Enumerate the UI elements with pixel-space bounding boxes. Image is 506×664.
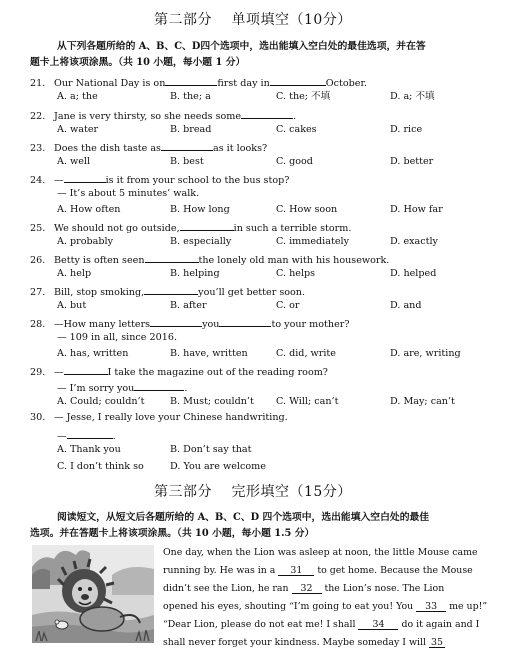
part3-instruction-line1: 阅读短文，从短文后各题所给的 A、B、C、D 四个选项中，选出能填入空白处的最佳: [57, 512, 430, 523]
blank-33[interactable]: 33: [416, 602, 446, 612]
blank-35[interactable]: 35: [429, 638, 445, 648]
dialogue-line: — I’m sorry you .: [57, 383, 188, 394]
option-d: D. You are welcome: [170, 461, 266, 472]
blank-32[interactable]: 32: [292, 584, 322, 594]
option-c: C. helps: [276, 268, 316, 279]
part3-instruction-line2: 选项。并在答题卡上将该项涂黑。（共 10 小题，每小题 1.5 分）: [30, 528, 315, 539]
option-a: A. water: [57, 124, 99, 135]
option-b: B. Don’t say that: [170, 444, 252, 455]
part2-instruction-line2: 题卡上将该项涂黑。（共 10 小题，每小题 1 分）: [30, 57, 246, 68]
answer-blank[interactable]: [67, 429, 113, 439]
answer-blank[interactable]: [270, 76, 326, 86]
option-c: C. or: [276, 300, 300, 311]
question-21: 21. Our National Day is on first day in October.: [30, 78, 368, 89]
dialogue-line: — 109 in all, since 2016.: [57, 332, 177, 343]
option-a: A. has, written: [57, 348, 129, 359]
option-a: A. a; the: [57, 91, 98, 102]
option-b: B. have, written: [170, 348, 248, 359]
answer-blank[interactable]: [161, 141, 213, 151]
option-c: C. good: [276, 156, 313, 167]
lion-mouse-illustration-icon: [32, 545, 154, 643]
option-c: C. I don’t think so: [57, 461, 144, 472]
answer-blank[interactable]: [144, 285, 198, 295]
part2-title: 第二部分 单项填空（10分）: [154, 12, 352, 28]
option-b: B. helping: [170, 268, 220, 279]
question-22: 22. Jane is very thirsty, so she needs some .: [30, 111, 297, 122]
option-d: D. helped: [390, 268, 437, 279]
option-d: D. a; 不填: [390, 91, 435, 102]
blank-34[interactable]: 34: [358, 620, 398, 630]
question-30: 30. — Jesse, I really love your Chinese handwriting.: [30, 412, 288, 423]
option-c: C. How soon: [276, 204, 338, 215]
option-d: D. rice: [390, 124, 423, 135]
option-d: D. May; can’t: [390, 396, 455, 407]
part3-title: 第三部分 完形填空（15分）: [154, 484, 352, 500]
option-b: B. bread: [170, 124, 212, 135]
option-a: A. How often: [57, 204, 121, 215]
option-a: A. probably: [57, 236, 114, 247]
option-d: D. are, writing: [390, 348, 461, 359]
option-c: C. cakes: [276, 124, 317, 135]
question-27: 27. Bill, stop smoking, you’ll get better soon.: [30, 287, 306, 298]
option-c: C. did, write: [276, 348, 336, 359]
answer-blank[interactable]: [219, 317, 271, 327]
answer-blank[interactable]: [150, 317, 202, 327]
dialogue-line: — .: [57, 431, 116, 442]
answer-blank[interactable]: [165, 76, 217, 86]
option-d: D. better: [390, 156, 434, 167]
option-a: A. Thank you: [57, 444, 121, 455]
answer-blank[interactable]: [64, 173, 106, 183]
passage-line: running by. He was in a 31 to get home. Because the Mouse: [163, 565, 473, 576]
passage-line: opened his eyes, shouting “I’m going to eat you! You 33 me up!”: [163, 601, 488, 612]
blank-31[interactable]: 31: [278, 566, 314, 576]
passage-line: One day, when the Lion was asleep at noon, the little Mouse came: [163, 547, 478, 558]
option-b: B. the; a: [170, 91, 211, 102]
question-23: 23. Does the dish taste as as it looks?: [30, 143, 268, 154]
option-a: A. help: [57, 268, 92, 279]
passage-line: didn’t see the Lion, he ran 32 the Lion’s nose. The Lion: [163, 583, 445, 594]
passage-line: shall never forget your kindness. Maybe someday I will 35: [163, 638, 445, 648]
answer-blank[interactable]: [145, 253, 199, 263]
question-28: 28. —How many letters you to your mother?: [30, 319, 350, 330]
option-a: A. Could; couldn’t: [57, 396, 145, 407]
option-c: C. Will; can’t: [276, 396, 339, 407]
dialogue-line: — It’s about 5 minutes’ walk.: [57, 188, 200, 199]
option-c: C. the; 不填: [276, 91, 331, 102]
option-b: B. Must; couldn’t: [170, 396, 254, 407]
question-26: 26. Betty is often seen the lonely old man with his housework.: [30, 255, 390, 266]
answer-blank[interactable]: [241, 109, 293, 119]
option-d: D. How far: [390, 204, 443, 215]
option-b: B. especially: [170, 236, 232, 247]
option-c: C. immediately: [276, 236, 349, 247]
part2-instruction-line1: 从下列各题所给的 A、B、C、D四个选项中，选出能填入空白处的最佳选项，并在答: [57, 41, 426, 52]
option-b: B. after: [170, 300, 207, 311]
option-a: A. well: [57, 156, 91, 167]
question-24: 24. — is it from your school to the bus stop?: [30, 175, 290, 186]
answer-blank[interactable]: [180, 221, 234, 231]
option-d: D. and: [390, 300, 422, 311]
option-b: B. How long: [170, 204, 230, 215]
answer-blank[interactable]: [134, 381, 184, 391]
option-b: B. best: [170, 156, 204, 167]
option-d: D. exactly: [390, 236, 438, 247]
answer-blank[interactable]: [64, 365, 108, 375]
passage-line: “Dear Lion, please do not eat me! I shall 34 do it again and I: [163, 619, 480, 630]
question-25: 25. We should not go outside, in such a terrible storm.: [30, 223, 352, 234]
option-a: A. but: [57, 300, 87, 311]
question-29: 29. — I take the magazine out of the reading room?: [30, 367, 328, 378]
